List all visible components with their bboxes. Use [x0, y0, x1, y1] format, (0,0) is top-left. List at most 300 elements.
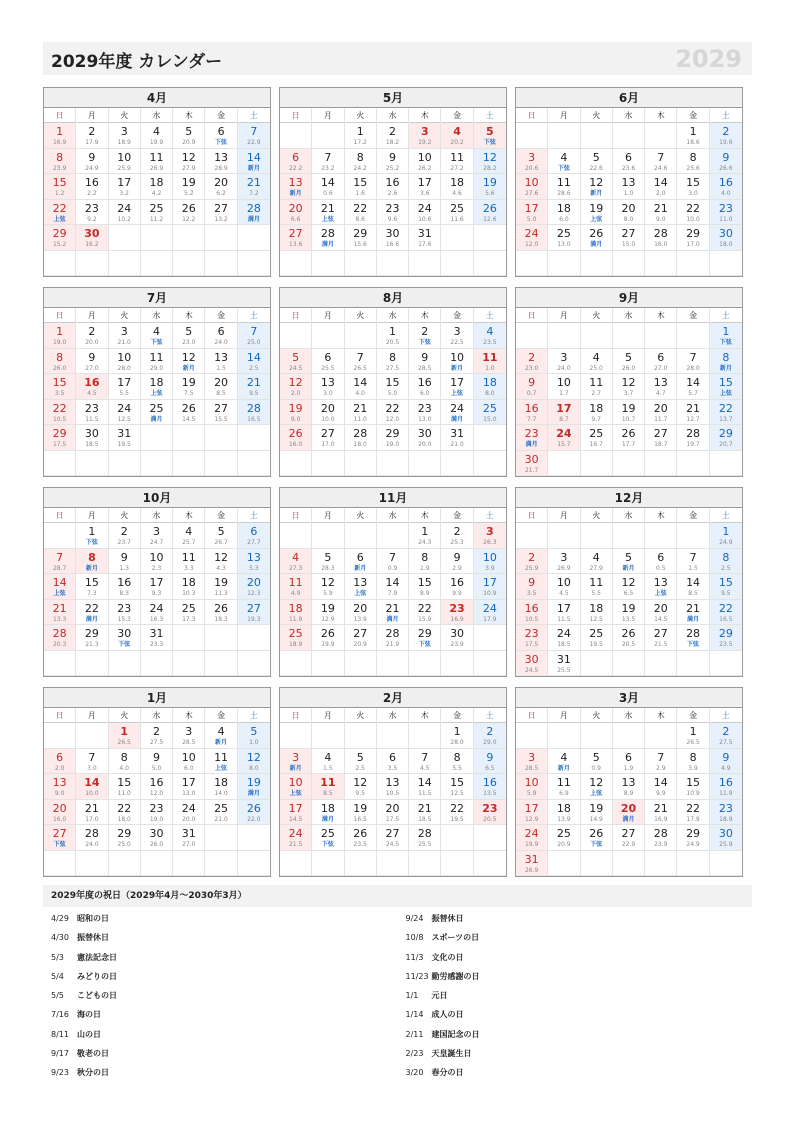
empty-cell: [44, 523, 76, 549]
day-number: 26: [621, 627, 636, 640]
day-cell: [441, 149, 473, 175]
day-cell: [645, 749, 677, 775]
day-cell: [710, 825, 742, 851]
day-number: 25: [288, 627, 303, 640]
day-number: 2: [421, 325, 429, 338]
empty-cell: [548, 323, 580, 349]
weekday-label: 水: [377, 308, 409, 323]
moon-age: 2.5: [249, 364, 259, 372]
day-number: 18: [482, 376, 497, 389]
day-number: 24: [524, 227, 539, 240]
empty-cell: [312, 851, 344, 877]
day-number: 27: [246, 601, 261, 615]
moon-age: 21.5: [288, 841, 303, 848]
day-cell: [76, 323, 108, 349]
empty-cell: [76, 723, 108, 749]
day-cell: [173, 723, 205, 749]
day-number: 20: [214, 376, 229, 389]
weekday-label: 土: [249, 111, 258, 120]
empty-cell: [441, 251, 473, 277]
day-cell: [474, 523, 506, 549]
holiday-date: 7/16: [51, 1010, 69, 1020]
day-cell: [516, 451, 548, 477]
day-cells: [280, 523, 506, 676]
empty-cell: [76, 451, 108, 477]
day-number: 6: [624, 750, 632, 764]
day-number: 17: [117, 176, 132, 189]
moon-age: 28.5: [524, 764, 539, 772]
month-title: 10月: [44, 488, 270, 508]
empty-cell: [441, 451, 473, 477]
holiday-name: 振替休日: [431, 914, 464, 923]
moon-age: 20.5: [385, 339, 400, 346]
day-cells: [516, 123, 742, 276]
moon-age: 9.0: [656, 215, 666, 223]
day-number: 21: [417, 801, 432, 815]
day-number: 16: [149, 776, 164, 789]
empty-cell: [345, 651, 377, 677]
day-cell: [173, 149, 205, 175]
day-cell: [548, 400, 580, 426]
empty-cell: [474, 451, 506, 477]
weekday-label: 土: [249, 311, 258, 320]
day-number: 30: [417, 427, 432, 440]
moon-age: 1.0: [249, 739, 259, 746]
weekday-label: 月: [548, 308, 580, 323]
empty-cell: [581, 851, 613, 877]
day-number: 26: [320, 627, 335, 640]
moon-age: 20.5: [621, 641, 636, 648]
day-cell: [613, 774, 645, 800]
moon-age: 8.5: [688, 590, 698, 597]
weekday-label: 水: [377, 108, 409, 123]
moon-age: 29.0: [149, 364, 164, 372]
day-number: 21: [52, 601, 67, 615]
empty-cell: [205, 825, 237, 851]
weekday-label: 月: [76, 508, 108, 523]
day-number: 25: [482, 401, 497, 415]
moon-age: 17.6: [418, 241, 432, 248]
day-cell: [238, 774, 270, 800]
day-number: 29: [686, 227, 701, 240]
day-number: 15: [718, 576, 733, 589]
day-number: 19: [181, 376, 196, 389]
moon-age: 17.9: [686, 815, 700, 823]
day-number: 20: [246, 576, 261, 589]
moon-age: 12.0: [149, 790, 164, 797]
moon-age: 11.0: [117, 790, 131, 797]
moon-age: 13.2: [214, 215, 228, 223]
day-cell: [409, 625, 441, 651]
day-cell: [238, 749, 270, 775]
day-number: 26: [621, 427, 636, 440]
holiday-item: [43, 948, 398, 967]
day-cell: [409, 374, 441, 400]
weekday-label: 日: [280, 308, 312, 323]
day-cell: [141, 149, 173, 175]
moon-age: 2.0: [54, 764, 65, 772]
empty-cell: [205, 651, 237, 677]
day-cell: [645, 149, 677, 175]
day-cell: [516, 200, 548, 226]
empty-cell: [474, 225, 506, 251]
moon-age: 16.0: [288, 441, 303, 448]
day-number: 16: [482, 776, 497, 789]
day-number: 5: [592, 150, 600, 164]
empty-cell: [645, 451, 677, 477]
day-number: 10: [288, 776, 303, 789]
day-number: 20: [620, 801, 637, 815]
moon-age: 2.0: [290, 390, 301, 397]
holiday-date: 2/23: [405, 1049, 424, 1059]
day-number: 11: [320, 776, 336, 789]
day-cell: [141, 374, 173, 400]
day-number: 9: [388, 150, 396, 164]
day-number: 17: [288, 801, 303, 815]
month-title: 4月: [44, 88, 270, 108]
day-number: 22: [718, 601, 733, 615]
moon-age: 満月: [386, 615, 399, 623]
day-number: 9: [453, 550, 461, 564]
day-cell: [677, 549, 709, 575]
moon-age: 29.0: [483, 739, 497, 746]
moon-age: 27.5: [385, 364, 400, 372]
day-number: 3: [152, 525, 160, 538]
moon-age: 16.9: [450, 615, 464, 623]
day-cell: [377, 374, 409, 400]
day-cell: [238, 149, 270, 175]
day-number: 25: [450, 201, 465, 215]
day-number: 19: [482, 176, 497, 189]
empty-cell: [312, 523, 344, 549]
moon-age: 28.6: [557, 190, 571, 197]
day-cell: [312, 549, 344, 575]
moon-age: 2.3: [151, 564, 162, 572]
empty-cell: [441, 651, 473, 677]
empty-cell: [645, 523, 677, 549]
moon-age: 16.0: [654, 241, 668, 248]
moon-age: 6.6: [290, 215, 301, 223]
moon-age: 4.2: [151, 190, 162, 197]
day-number: 17: [181, 776, 196, 789]
month-block: [279, 287, 507, 477]
day-cell: [645, 349, 677, 375]
day-cell: [613, 174, 645, 200]
day-cell: [312, 800, 344, 826]
day-number: 12: [214, 550, 229, 564]
day-cell: [76, 600, 108, 626]
day-number: 17: [117, 376, 132, 389]
day-number: 10: [556, 576, 571, 589]
moon-age: 9.5: [721, 590, 731, 597]
weekday-label: 月: [548, 108, 580, 123]
day-cell: [345, 349, 377, 375]
weekday-header: [280, 508, 506, 523]
day-cell: [109, 200, 141, 226]
empty-cell: [44, 251, 76, 277]
moon-age: 26.5: [686, 739, 700, 746]
day-number: 15: [686, 776, 701, 789]
moon-age: 3.9: [485, 564, 495, 572]
moon-age: 24.9: [719, 539, 733, 546]
day-number: 16: [84, 376, 100, 389]
day-number: 2: [722, 125, 730, 138]
day-number: 6: [217, 125, 225, 138]
day-cell: [516, 749, 548, 775]
weekday-label: 月: [76, 108, 108, 123]
day-number: 31: [149, 627, 164, 640]
day-cell: [141, 200, 173, 226]
day-cell: [710, 174, 742, 200]
day-cell: [548, 800, 580, 826]
weekday-label: 金: [441, 308, 473, 323]
empty-cell: [441, 825, 473, 851]
moon-age: 25.0: [589, 364, 603, 372]
moon-age: 0.9: [387, 564, 398, 572]
weekday-label: 土: [485, 511, 494, 520]
day-number: 14: [84, 776, 100, 789]
day-number: 20: [288, 201, 303, 215]
month-block: [515, 487, 743, 677]
moon-age: 満月: [85, 615, 98, 623]
day-number: 12: [320, 576, 335, 589]
day-cells: [516, 723, 742, 876]
moon-age: 2.9: [656, 764, 666, 772]
holiday-date: 9/24: [405, 914, 424, 923]
weekday-label: 土: [721, 311, 730, 320]
day-number: 27: [214, 401, 229, 415]
moon-age: 24.0: [557, 364, 571, 372]
moon-age: 13.0: [182, 790, 196, 797]
day-number: 16: [117, 576, 132, 589]
moon-age: 2.5: [721, 564, 731, 572]
day-cell: [645, 425, 677, 451]
day-number: 7: [88, 750, 96, 764]
day-cell: [173, 523, 205, 549]
moon-age: 8.3: [119, 590, 129, 597]
holiday-item: [398, 1063, 753, 1082]
day-cell: [677, 123, 709, 149]
day-number: 2: [486, 725, 494, 738]
day-number: 4: [560, 150, 568, 164]
day-cell: [76, 800, 108, 826]
day-number: 12: [621, 376, 636, 389]
moon-age: 27.6: [524, 190, 539, 197]
day-number: 11: [214, 750, 229, 764]
weekday-header: [44, 708, 270, 723]
day-number: 2: [120, 525, 128, 538]
empty-cell: [516, 523, 548, 549]
day-cells: [44, 723, 270, 876]
day-cell: [441, 123, 473, 149]
day-number: 13: [214, 150, 229, 164]
empty-cell: [613, 323, 645, 349]
day-cell: [409, 425, 441, 451]
day-number: 22: [52, 401, 67, 415]
weekday-label: 月: [548, 508, 580, 523]
day-number: 23: [385, 201, 400, 215]
moon-age: 17.5: [52, 441, 67, 448]
day-cell: [44, 225, 76, 251]
moon-age: 9.5: [249, 390, 259, 397]
moon-age: 8.5: [323, 790, 333, 797]
day-cell: [141, 349, 173, 375]
empty-cell: [677, 651, 709, 677]
day-cell: [280, 349, 312, 375]
empty-cell: [345, 323, 377, 349]
moon-age: 28.5: [182, 739, 196, 746]
weekday-label: 水: [613, 308, 645, 323]
day-number: 29: [385, 427, 400, 440]
empty-cell: [409, 651, 441, 677]
weekday-label: 火: [109, 108, 141, 123]
day-number: 27: [320, 427, 335, 440]
day-number: 5: [592, 750, 600, 764]
day-cell: [280, 774, 312, 800]
moon-age: 10.5: [385, 790, 400, 797]
day-number: 7: [388, 550, 396, 564]
weekday-label: 月: [312, 308, 344, 323]
day-number: 17: [524, 801, 539, 815]
day-number: 22: [718, 401, 733, 415]
day-number: 13: [52, 776, 67, 789]
day-cell: [548, 625, 580, 651]
weekday-header: [44, 308, 270, 323]
day-number: 20: [52, 801, 67, 815]
day-number: 10: [181, 750, 196, 764]
day-number: 11: [149, 350, 164, 364]
weekday-label: 火: [345, 108, 377, 123]
moon-age: 21.0: [450, 441, 464, 448]
day-number: 24: [450, 401, 465, 415]
day-number: 8: [689, 150, 697, 164]
weekday-label: 金: [205, 508, 237, 523]
day-cell: [109, 425, 141, 451]
holiday-date: 11/3: [405, 952, 424, 962]
month-title: 2月: [280, 688, 506, 708]
day-cell: [312, 425, 344, 451]
day-cell: [474, 749, 506, 775]
empty-cell: [409, 723, 441, 749]
weekday-label: 水: [141, 708, 173, 723]
day-number: 3: [560, 550, 568, 564]
empty-cell: [581, 323, 613, 349]
day-number: 14: [686, 376, 701, 389]
empty-cell: [474, 625, 506, 651]
day-cell: [173, 200, 205, 226]
moon-age: 3.5: [526, 590, 537, 597]
empty-cell: [173, 851, 205, 877]
day-number: 23: [449, 601, 465, 615]
empty-cell: [312, 723, 344, 749]
day-number: 17: [556, 401, 572, 415]
day-cell: [44, 625, 76, 651]
day-number: 30: [117, 627, 132, 640]
moon-age: 25.9: [524, 564, 539, 572]
moon-age: 20.7: [719, 441, 733, 448]
day-number: 7: [324, 150, 332, 164]
moon-age: 25.2: [385, 164, 400, 172]
day-cell: [474, 574, 506, 600]
day-cell: [238, 400, 270, 426]
day-cell: [238, 374, 270, 400]
day-number: 12: [288, 376, 303, 389]
day-number: 14: [52, 576, 67, 589]
moon-age: 27.9: [589, 564, 603, 572]
day-cell: [516, 600, 548, 626]
day-cell: [441, 600, 473, 626]
weekday-label: 日: [280, 708, 312, 723]
day-cell: [516, 651, 548, 677]
day-number: 24: [181, 801, 196, 815]
day-cell: [312, 625, 344, 651]
moon-age: 15.2: [52, 241, 67, 248]
moon-age: 12.7: [686, 415, 700, 423]
holiday-name: 山の日: [77, 1029, 101, 1039]
weekday-label: 金: [441, 508, 473, 523]
weekday-label: 水: [613, 508, 645, 523]
moon-age: 24.7: [149, 539, 164, 546]
day-number: 9: [88, 150, 96, 164]
day-number: 5: [250, 725, 258, 738]
day-cell: [345, 400, 377, 426]
day-number: 3: [453, 325, 461, 338]
moon-age: 24.0: [85, 841, 99, 848]
weekday-label: 日: [44, 508, 76, 523]
moon-age: 8.9: [420, 590, 430, 597]
empty-cell: [76, 651, 108, 677]
day-number: 11: [149, 150, 164, 164]
weekday-header: [280, 108, 506, 123]
day-number: 6: [217, 325, 225, 338]
day-number: 29: [686, 827, 701, 840]
day-cell: [516, 149, 548, 175]
day-number: 16: [718, 176, 733, 189]
day-number: 13: [621, 176, 636, 189]
day-cell: [516, 774, 548, 800]
day-cell: [44, 774, 76, 800]
moon-age: 1.0: [485, 364, 495, 372]
day-cell: [710, 425, 742, 451]
day-number: 22: [417, 601, 432, 615]
moon-age: 26.9: [149, 164, 164, 172]
day-cell: [516, 549, 548, 575]
day-cell: [312, 225, 344, 251]
moon-age: 満月: [687, 615, 700, 623]
holiday-item: [43, 1005, 398, 1024]
moon-age: 26.0: [149, 841, 164, 848]
moon-age: 12.9: [524, 815, 539, 823]
day-cell: [377, 123, 409, 149]
moon-age: 25.7: [182, 539, 196, 546]
empty-cell: [677, 251, 709, 277]
moon-age: 24.3: [418, 539, 432, 546]
moon-age: 24.2: [353, 164, 367, 172]
moon-age: 22.0: [247, 815, 261, 823]
day-cell: [613, 374, 645, 400]
weekday-label: 火: [581, 108, 613, 123]
moon-age: 18.9: [117, 139, 131, 146]
day-cell: [581, 225, 613, 251]
moon-age: 12.9: [321, 615, 335, 623]
day-cell: [205, 600, 237, 626]
day-number: 21: [686, 401, 701, 415]
day-cell: [645, 174, 677, 200]
moon-age: 9.6: [387, 215, 398, 223]
day-number: 4: [324, 750, 332, 764]
day-cell: [238, 200, 270, 226]
day-cell: [548, 149, 580, 175]
